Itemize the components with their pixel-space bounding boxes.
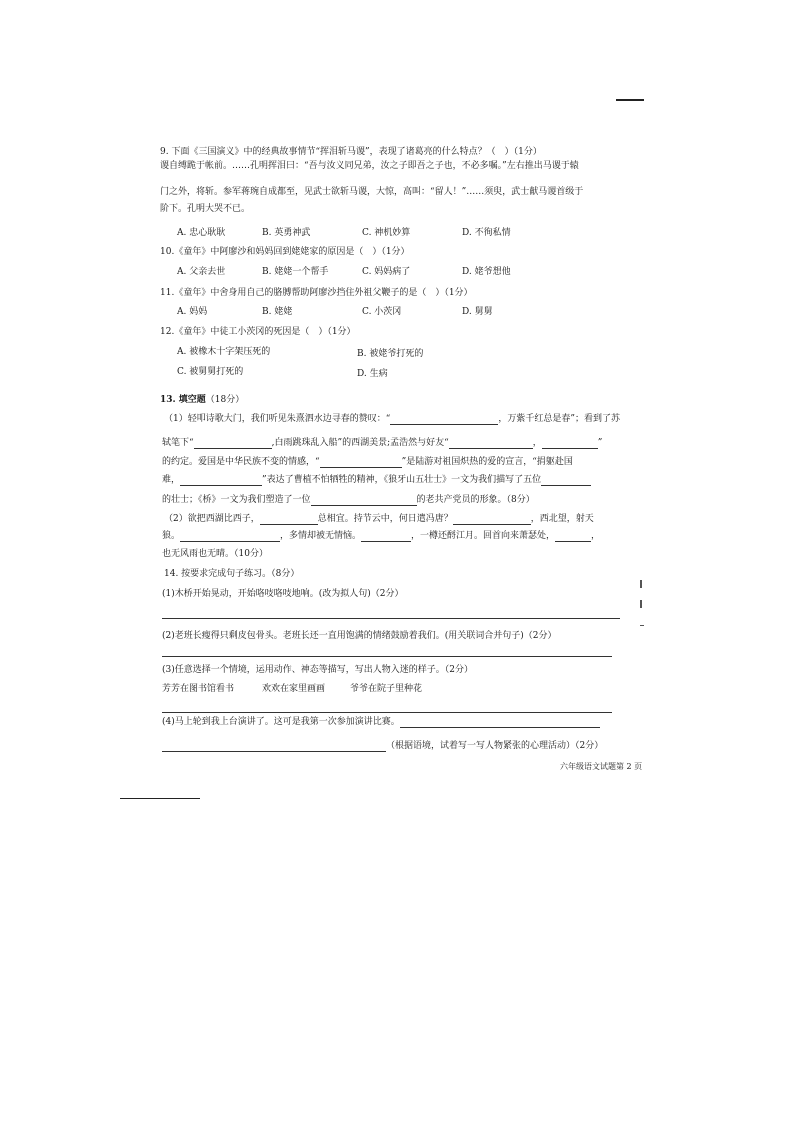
q13-part1-line5 bbox=[162, 494, 535, 506]
fill-blank[interactable] bbox=[180, 531, 280, 542]
q13-text: 狼。 bbox=[162, 531, 181, 541]
q14-answer-line-3[interactable] bbox=[162, 712, 612, 713]
fill-blank[interactable] bbox=[180, 475, 262, 486]
scan-mark bbox=[640, 600, 642, 608]
q13-text: （1）轻叩诗歌大门，我们听见朱熹泗水边寻春的赞叹：“ bbox=[164, 414, 391, 424]
q13-text: 的老共产党员的形象。（8分） bbox=[416, 495, 535, 505]
q12-option-b: B. 被姥爷打死的 bbox=[357, 349, 424, 359]
q14-choice-3: 爷爷在院子里种花 bbox=[350, 684, 423, 694]
q11-option-d: D. 舅舅 bbox=[462, 307, 493, 317]
q14-sentence-4-tail: （根据语境，试着写一写人物紧张的心理活动）（2分） bbox=[386, 741, 604, 751]
q13-text: ” bbox=[597, 438, 603, 448]
q13-text: ， bbox=[591, 531, 601, 541]
q11-stem: 11.《童年》中舍身用自己的胳膊帮助阿廖沙挡住外祖父鞭子的是（ ）（1分） bbox=[160, 288, 473, 298]
q13-heading bbox=[160, 394, 244, 406]
q14-sentence-2: (2)老班长瘦得只剩皮包骨头。老班长还一直用饱满的情绪鼓励着我们。(用关联词合并句子)（2分） bbox=[162, 631, 557, 641]
q9-option-b: B. 英勇神武 bbox=[262, 228, 311, 238]
q13-text: （2）欲把西湖比西子， bbox=[164, 514, 260, 524]
q14-sentence-4: (4)马上轮到我上台演讲了。这可是我第一次参加演讲比赛。 bbox=[162, 717, 400, 727]
q13-text: ，多情却被无情恼。 bbox=[280, 531, 362, 541]
q13-text: 的壮士；《桥》一文为我们塑造了一位 bbox=[162, 495, 311, 505]
q13-part1-line4 bbox=[162, 474, 591, 486]
q10-stem: 10.《童年》中阿廖沙和妈妈回到姥姥家的原因是（ ）（1分） bbox=[160, 247, 410, 257]
q13-text: ,白雨跳珠乱入船”的西湖美景;孟浩然与好友“ bbox=[271, 438, 449, 448]
q9-stem: 9. 下面《三国演义》中的经典故事情节“挥泪斩马谡”，表现了诸葛亮的什么特点？（ ）（1分） bbox=[160, 147, 542, 157]
fill-blank[interactable] bbox=[449, 438, 533, 449]
fill-blank[interactable] bbox=[311, 495, 417, 506]
q10-option-b: B. 姥姥一个帮手 bbox=[262, 267, 329, 277]
q14-sentence-4-line bbox=[162, 716, 600, 728]
q11-option-c: C. 小茨冈 bbox=[362, 307, 402, 317]
q14-choice-1: 芳芳在图书馆看书 bbox=[162, 684, 235, 694]
fill-blank[interactable] bbox=[320, 457, 402, 468]
q9-passage-line-2: 门之外，将斩。参军蒋琬自成都至，见武士欲斩马谡，大惊，高叫：“留人！”……须臾，武士献马谡首级于 bbox=[160, 187, 584, 197]
fill-blank[interactable] bbox=[555, 531, 591, 542]
q13-part2-line2 bbox=[162, 530, 600, 542]
q14-choice-2: 欢欢在家里画画 bbox=[262, 684, 326, 694]
q11-option-a: A. 妈妈 bbox=[177, 307, 208, 317]
fill-blank[interactable] bbox=[361, 531, 411, 542]
q13-text: ”表达了曹植不怕牺牲的精神，《狼牙山五壮士》一文为我们描写了五位 bbox=[262, 475, 542, 485]
fill-blank[interactable] bbox=[194, 438, 272, 449]
q14-sentence-1: (1)木桥开始晃动，开始咯吱咯吱地响。(改为拟人句)（2分） bbox=[162, 589, 404, 599]
fill-blank[interactable] bbox=[453, 514, 531, 525]
q13-text: ，万紫千红总是春”；看到了苏 bbox=[498, 414, 620, 424]
q12-stem: 12.《童年》中徒工小茨冈的死因是（ ）（1分） bbox=[160, 327, 356, 337]
q9-option-a: A. 忠心耿耿 bbox=[177, 228, 226, 238]
scan-mark bbox=[640, 580, 642, 588]
q14-title: 14. 按要求完成句子练习。（8分） bbox=[164, 569, 300, 579]
q13-text: 轼笔下“ bbox=[162, 438, 194, 448]
q13-part2-line3: 也无风雨也无晴。（10分） bbox=[162, 549, 268, 559]
q13-part2-line1 bbox=[164, 513, 594, 525]
q14-sentence-3: (3)任意选择一个情境，运用动作、神态等描写，写出人物入迷的样子。（2分） bbox=[162, 665, 473, 675]
page-footer-label: 六年级语文试题第 2 页 bbox=[560, 762, 643, 771]
fill-blank[interactable] bbox=[400, 717, 600, 728]
fill-blank[interactable] bbox=[542, 438, 598, 449]
q10-option-a: A. 父亲去世 bbox=[177, 267, 226, 277]
q13-title: 13. 填空题 bbox=[160, 395, 206, 405]
fill-blank[interactable] bbox=[162, 741, 386, 752]
q9-passage-line-3: 阶下。孔明大哭不已。 bbox=[160, 204, 251, 214]
q13-part1-line3 bbox=[162, 456, 573, 468]
fill-blank[interactable] bbox=[390, 414, 498, 425]
q10-option-d: D. 姥爷想他 bbox=[462, 267, 511, 277]
scan-corner-bottom-left bbox=[120, 798, 200, 799]
q12-option-a: A. 被橡木十字架压死的 bbox=[177, 347, 271, 357]
fill-blank[interactable] bbox=[541, 475, 591, 486]
scan-corner-top-right bbox=[616, 99, 644, 101]
q13-text: ，一樽还酹江月。回首向来萧瑟处， bbox=[411, 531, 556, 541]
fill-blank[interactable] bbox=[260, 514, 318, 525]
q11-option-b: B. 姥姥 bbox=[262, 307, 293, 317]
q14-answer-line-2[interactable] bbox=[162, 656, 612, 657]
q9-passage-line-1: 谡自缚跪于帐前。……孔明挥泪曰：“吾与汝义同兄弟，汝之子即吾之子也，不必多嘱。”左右推出马谡于辕 bbox=[160, 161, 579, 171]
q9-option-d: D. 不徇私情 bbox=[462, 228, 511, 238]
q13-score: （18分） bbox=[205, 395, 245, 405]
q13-text: ”是陆游对祖国炽热的爱的宣言，“捐躯赴国 bbox=[401, 457, 573, 467]
q12-option-c: C. 被舅舅打死的 bbox=[177, 367, 244, 377]
q10-option-c: C. 妈妈病了 bbox=[362, 267, 411, 277]
q13-text: ，西北望，射天 bbox=[530, 514, 594, 524]
q13-text: 的约定。爱国是中华民族不变的情感，“ bbox=[162, 457, 320, 467]
q14-answer-line-1[interactable] bbox=[162, 618, 620, 619]
q9-option-c: C. 神机妙算 bbox=[362, 228, 411, 238]
q13-part1-line2 bbox=[162, 437, 602, 449]
q13-part1-line1 bbox=[164, 413, 620, 425]
q12-option-d: D. 生病 bbox=[357, 369, 388, 379]
q13-text: 难， bbox=[162, 475, 181, 485]
scan-mark bbox=[640, 625, 644, 626]
q14-sentence-4-tail-line bbox=[162, 740, 603, 752]
q13-text: ， bbox=[532, 438, 542, 448]
q13-text: 总相宜。持节云中，何日遣冯唐？ bbox=[317, 514, 453, 524]
